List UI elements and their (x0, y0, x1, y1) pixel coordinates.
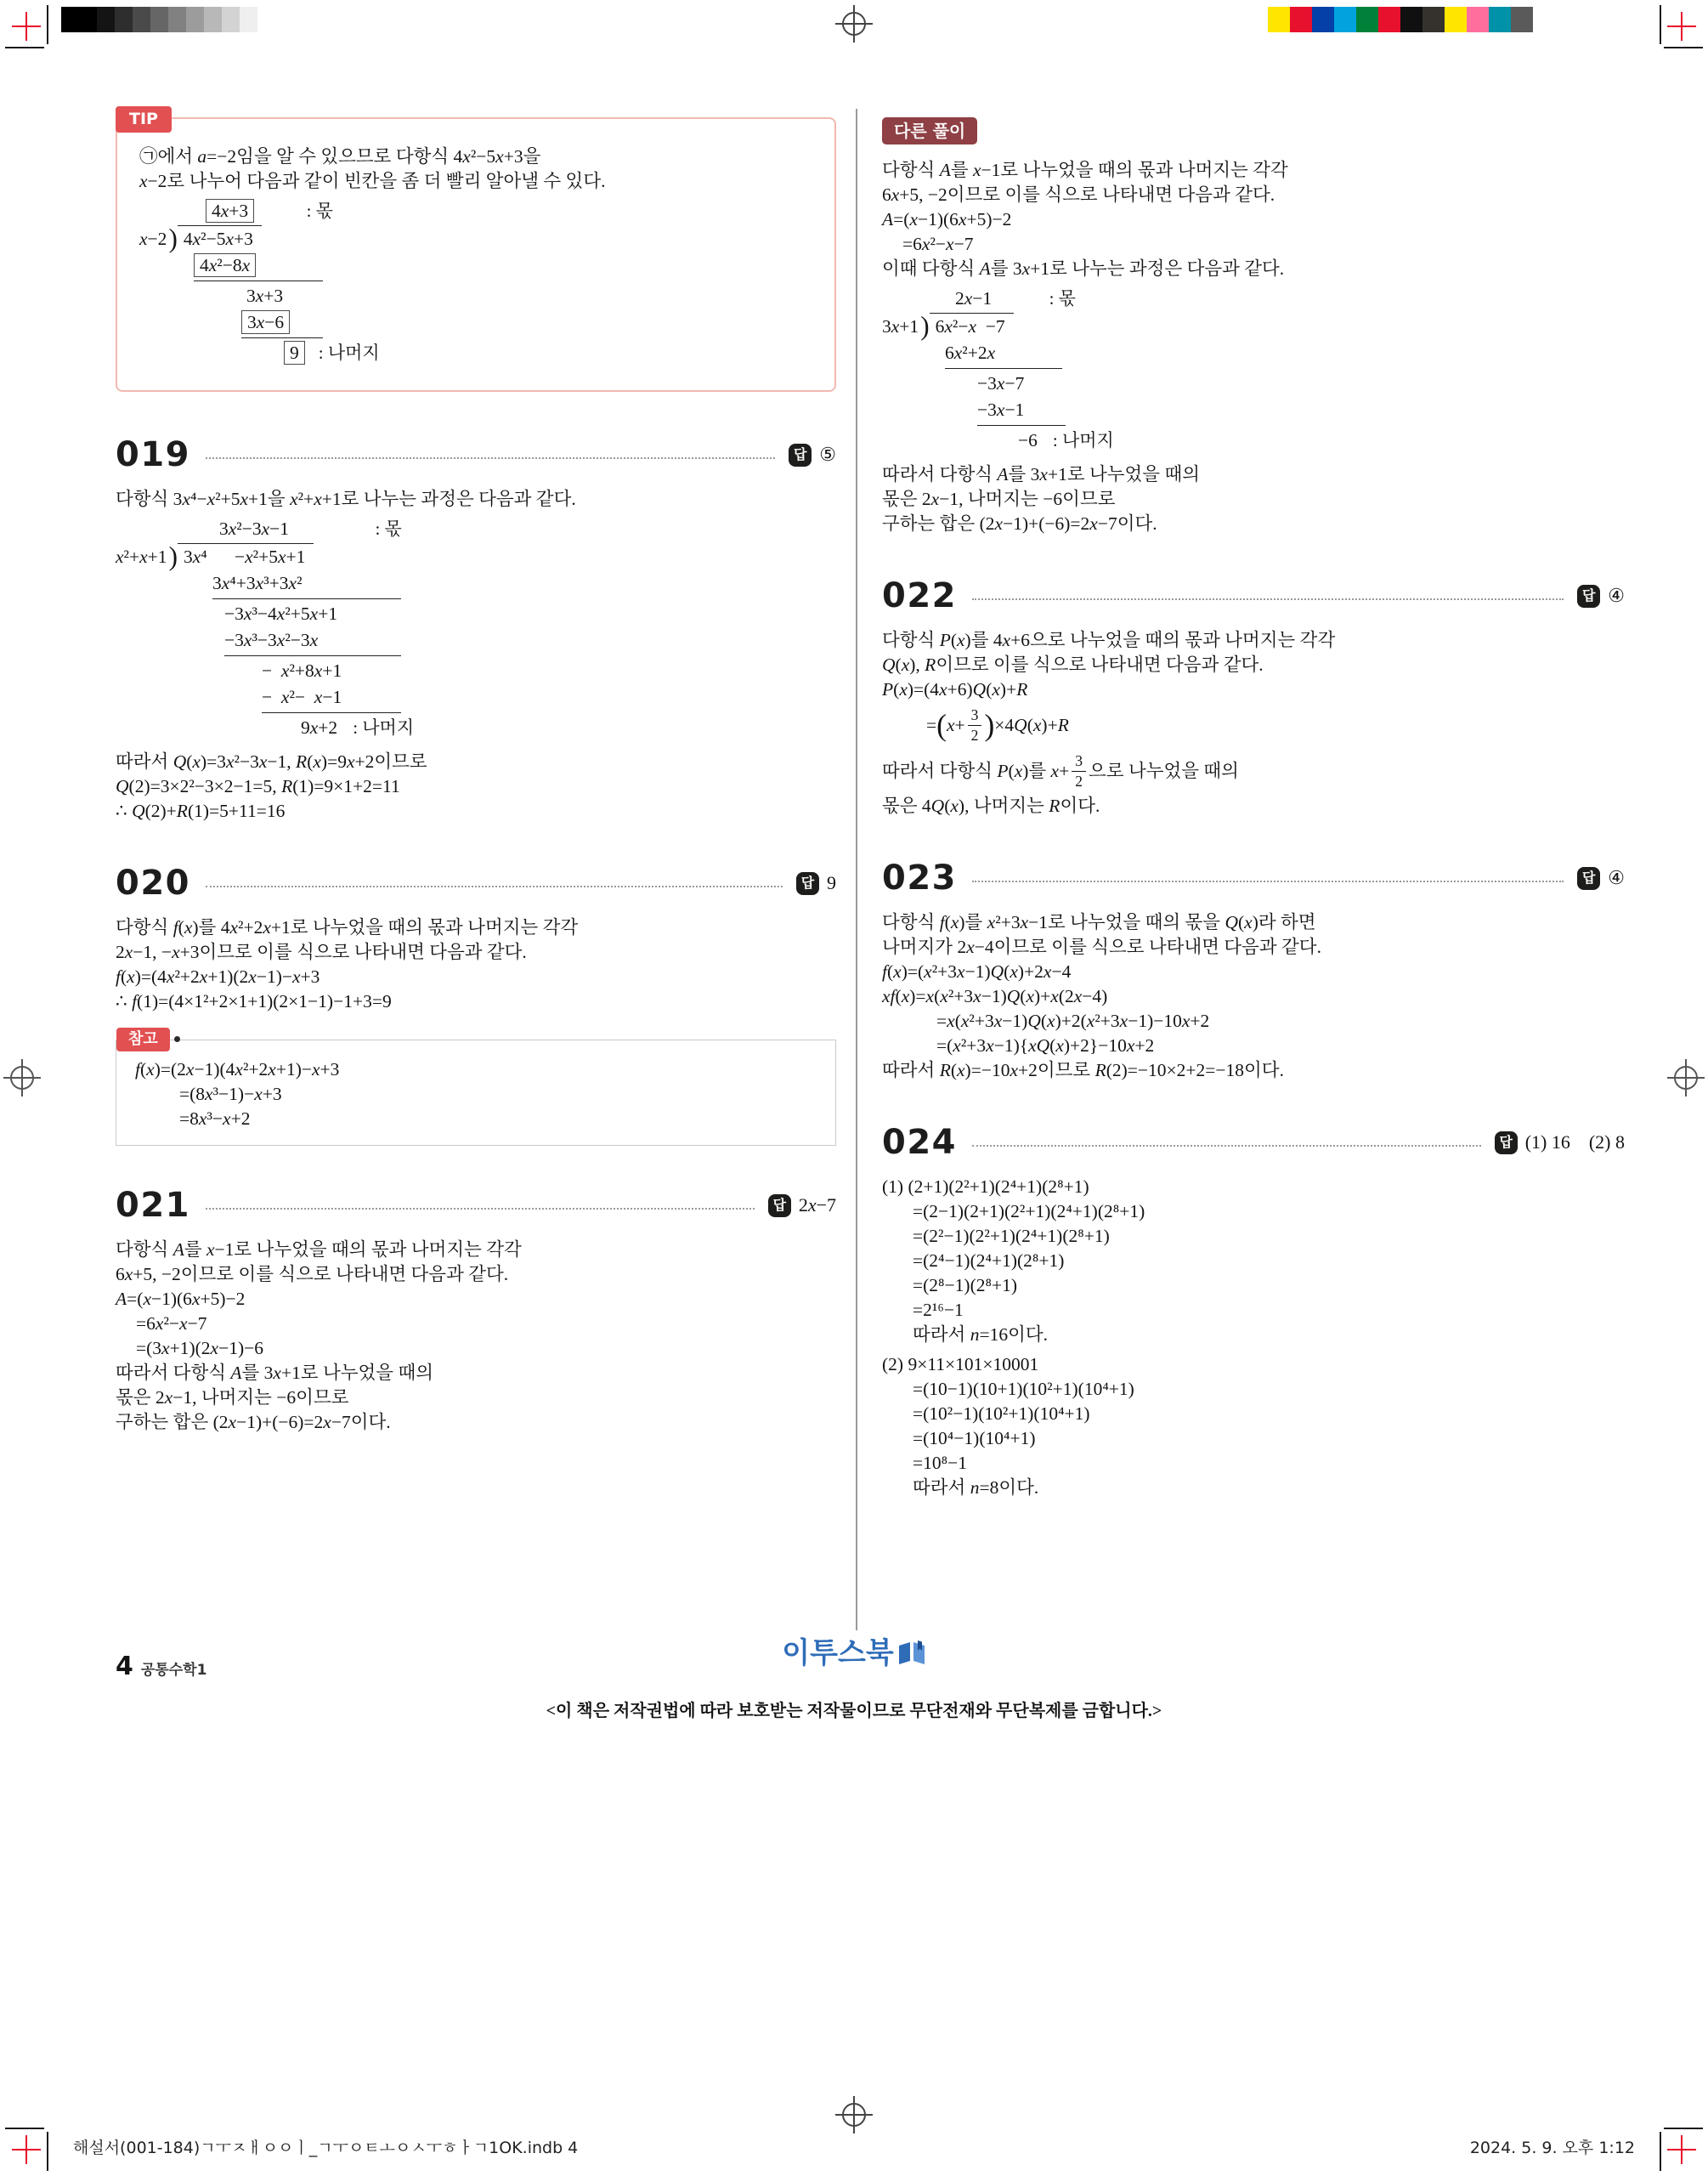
color-cell (1445, 7, 1467, 32)
division-row: − x²− x−1 (262, 687, 342, 707)
color-cell (1290, 7, 1312, 32)
problem-number: 023 (882, 858, 957, 898)
problem-header (116, 1186, 836, 1225)
division-quotient: 4x+3 (206, 199, 254, 223)
division-row: 3x−6 (241, 310, 290, 334)
equation-line: =(3x+1)(2x−1)−6 (136, 1338, 264, 1358)
answer-value: (1) 16 (2) 8 (1524, 1131, 1625, 1153)
remainder-label: : 나머지 (318, 343, 380, 363)
color-cell (186, 7, 204, 32)
dotted-leader (206, 447, 775, 459)
dotted-leader (972, 1135, 1481, 1147)
answer-badge: 답 (1577, 867, 1600, 890)
equation-line: f(x)=(2x−1)(4x²+2x+1)−x+3 (135, 1059, 340, 1080)
color-cell (1422, 7, 1445, 32)
print-info-line (73, 2135, 1635, 2158)
crop-mark-red (12, 2149, 41, 2150)
problem-022 (882, 576, 1625, 819)
open-paren: ( (936, 707, 947, 742)
quotient-label: : 몫 (306, 201, 333, 221)
color-cell (1334, 7, 1356, 32)
registration-mark-bottom (835, 2096, 873, 2134)
text-line: 따라서 n=16이다. (913, 1324, 1048, 1345)
equation-line: =(2⁸−1)(2⁸+1) (913, 1275, 1018, 1295)
color-cell (257, 7, 275, 32)
equation-line: =8x³−x+2 (179, 1108, 251, 1129)
crop-mark (1660, 5, 1661, 44)
equation-line: A=(x−1)(6x+5)−2 (882, 209, 1012, 230)
problem-number: 022 (882, 576, 957, 615)
tip-box (116, 110, 836, 392)
quotient-label: : 몫 (375, 518, 402, 539)
fraction-numerator: 3 (968, 706, 982, 725)
fraction (1072, 752, 1086, 790)
alt-solution-badge: 다른 풀이 (882, 117, 977, 144)
remainder-label: : 나머지 (353, 717, 415, 738)
text-line: 따라서 n=8이다. (913, 1477, 1039, 1498)
text-segment: 따라서 다항식 P(x)를 x+ (882, 760, 1070, 781)
dotted-leader (972, 870, 1564, 882)
division-row: 3x+3 (246, 286, 284, 306)
answer-badge: 답 (796, 872, 819, 895)
division-row: −3x³−4x²+5x+1 (224, 604, 338, 624)
division-dividend: 6x²−x −7 (930, 313, 1014, 338)
crop-mark-red (1667, 26, 1696, 27)
color-cell (1467, 7, 1489, 32)
equation-line: =(10²−1)(10²+1)(10⁴+1) (913, 1403, 1090, 1424)
text-line: 다항식 A를 x−1로 나누었을 때의 몫과 나머지는 각각 (116, 1239, 522, 1260)
problem-023 (882, 858, 1625, 1083)
text-line: 구하는 합은 (2x−1)+(−6)=2x−7이다. (882, 513, 1157, 534)
division-row: 9x+2 (301, 717, 338, 738)
publisher-logo (0, 1636, 1708, 1670)
division-bracket: ) (168, 541, 178, 571)
quotient-label: : 몫 (1049, 288, 1076, 309)
color-cell (1268, 7, 1290, 32)
book-icon (897, 1640, 926, 1666)
equation-line: ∴ Q(2)+R(1)=5+11=16 (116, 801, 286, 821)
text-line: 6x+5, −2이므로 이를 식으로 나타내면 다음과 같다. (116, 1264, 509, 1284)
equation-line: ∴ f(1)=(4×1²+2×1+1)(2×1−1)−1+3=9 (116, 991, 392, 1012)
color-bar (1268, 7, 1533, 32)
registration-mark-left (3, 1059, 41, 1096)
color-cell (168, 7, 186, 32)
book-title: 공통수학1 (140, 1662, 207, 1679)
crop-mark (1664, 2128, 1703, 2129)
crop-mark (1664, 47, 1703, 48)
problem-number: 019 (116, 435, 190, 474)
answer-badge: 답 (768, 1194, 791, 1217)
fraction-denominator: 2 (1075, 772, 1083, 790)
equation-line: =x(x²+3x−1)Q(x)+2(x²+3x−1)−10x+2 (936, 1011, 1210, 1031)
text-line: 이때 다항식 A를 3x+1로 나누는 과정은 다음과 같다. (882, 258, 1285, 279)
equation-line: f(x)=(4x²+2x+1)(2x−1)−x+3 (116, 966, 320, 987)
division-row: 4x²−8x (194, 253, 256, 277)
text-line: 다항식 3x⁴−x²+5x+1을 x²+x+1로 나누는 과정은 다음과 같다. (116, 489, 576, 509)
equation-line: f(x)=(x²+3x−1)Q(x)+2x−4 (882, 961, 1072, 982)
problem-024 (882, 1125, 1625, 1500)
text-line: 몫은 2x−1, 나머지는 −6이므로 (116, 1387, 349, 1408)
tip-badge: TIP (116, 106, 172, 133)
equation-segment: x+ (946, 714, 965, 735)
reference-badge: 참고 (116, 1028, 170, 1051)
problem-header (882, 576, 1625, 615)
long-division (882, 286, 1625, 452)
text-line: Q(x), R이므로 이를 식으로 나타내면 다음과 같다. (882, 654, 1264, 675)
problem-number: 020 (116, 864, 190, 903)
text-line: x−2로 나누어 다음과 같이 빈칸을 좀 더 빨리 알아낼 수 있다. (139, 171, 606, 191)
crop-mark (47, 5, 48, 44)
text-line: 다항식 A를 x−1로 나누었을 때의 몫과 나머지는 각각 (882, 160, 1288, 180)
grayscale-bar (61, 7, 275, 32)
equation-segment: = (926, 714, 937, 735)
color-cell (240, 7, 257, 32)
text-line: 다항식 f(x)를 x²+3x−1로 나누었을 때의 몫을 Q(x)라 하면 (882, 912, 1316, 932)
division-bracket: ) (168, 224, 178, 253)
text-line (882, 748, 1625, 794)
equation-line: =6x²−x−7 (136, 1313, 207, 1334)
division-quotient: 2x−1 (955, 288, 993, 309)
division-row: 6x²+2x (945, 343, 996, 363)
equation-line: =10⁸−1 (913, 1453, 967, 1473)
division-row: − x²+8x+1 (262, 660, 342, 681)
crop-mark (47, 2132, 48, 2171)
color-cell (1312, 7, 1334, 32)
color-cell (97, 7, 115, 32)
division-row: 9 (284, 341, 305, 365)
problem-020 (116, 866, 836, 1146)
problem-header (116, 435, 836, 474)
equation-line: A=(x−1)(6x+5)−2 (116, 1289, 246, 1309)
text-line: 다항식 f(x)를 4x²+2x+1로 나누었을 때의 몫과 나머지는 각각 (116, 917, 579, 938)
color-cell (61, 7, 79, 32)
page-number: 4 (116, 1652, 133, 1681)
equation-line: Q(2)=3×2²−3×2−1=5, R(1)=9×1+2=11 (116, 776, 400, 796)
equation-line: (2) 9×11×101×10001 (882, 1354, 1039, 1374)
text-line: 따라서 R(x)=−10x+2이므로 R(2)=−10×2+2=−18이다. (882, 1060, 1284, 1080)
color-cell (1489, 7, 1511, 32)
division-row: 3x⁴+3x³+3x² (212, 573, 303, 593)
registration-mark-right (1667, 1059, 1705, 1096)
print-date: 2024. 5. 9. 오후 1:12 (1469, 2139, 1635, 2157)
answer-value: ④ (1608, 867, 1625, 888)
answer-badge: 답 (1495, 1131, 1518, 1154)
reference-box (116, 1030, 836, 1146)
print-file-name: 해설서(001-184)ㄱㅜㅈㅐㅇㅇㅣ_ㄱㅜㅇㅌㅗㅇㅅㅜㅎㅏㄱ1OK.indb 4 (73, 2139, 579, 2157)
text-line: 나머지가 2x−4이므로 이를 식으로 나타내면 다음과 같다. (882, 937, 1321, 957)
equation-line: =(x²+3x−1){xQ(x)+2}−10x+2 (936, 1035, 1155, 1056)
answer-value: ④ (1608, 585, 1625, 606)
equation-line: =6x²−x−7 (902, 234, 974, 254)
color-cell (150, 7, 168, 32)
problem-header (882, 1123, 1625, 1162)
crop-mark (1660, 2132, 1661, 2171)
fraction-numerator: 3 (1072, 752, 1086, 771)
color-cell (115, 7, 133, 32)
color-cell (133, 7, 150, 32)
text-line: 다항식 P(x)를 4x+6으로 나누었을 때의 몫과 나머지는 각각 (882, 630, 1336, 650)
crop-mark-red (1667, 2149, 1696, 2150)
problem-number: 024 (882, 1123, 957, 1162)
copyright-notice: <이 책은 저작권법에 따라 보호받는 저작물이므로 무단전재와 무단복제를 금합니다.> (546, 1702, 1162, 1720)
equation-line: =(2−1)(2+1)(2²+1)(2⁴+1)(2⁸+1) (913, 1201, 1145, 1221)
division-row: −3x³−3x²−3x (224, 630, 319, 650)
division-row: −3x−7 (977, 373, 1025, 394)
equation-line: =(8x³−1)−x+3 (179, 1084, 282, 1104)
text-segment: 으로 나누었을 때의 (1089, 760, 1239, 781)
division-divisor: x−2 (139, 229, 167, 249)
registration-mark-top (835, 5, 873, 42)
equation-line: =(10⁴−1)(10⁴+1) (913, 1428, 1036, 1448)
answer-badge: 답 (1577, 585, 1600, 608)
remainder-label: : 나머지 (1052, 430, 1114, 450)
column-divider (856, 109, 857, 1630)
fraction-denominator: 2 (970, 726, 979, 744)
color-cell (1356, 7, 1378, 32)
division-dividend: 4x²−5x+3 (178, 225, 262, 251)
color-cell (1378, 7, 1400, 32)
answer-value: ⑤ (819, 444, 836, 465)
alternative-solution (882, 117, 1625, 536)
division-row: −3x−1 (977, 400, 1025, 420)
equation-line: =2¹⁶−1 (913, 1300, 964, 1320)
color-cell (204, 7, 222, 32)
problem-021 (116, 1188, 836, 1435)
equation-line: xf(x)=x(x²+3x−1)Q(x)+x(2x−4) (882, 986, 1108, 1006)
answer-badge: 답 (789, 444, 812, 467)
problem-header (116, 864, 836, 903)
text-line: 몫은 4Q(x), 나머지는 R이다. (882, 796, 1100, 816)
fraction (968, 706, 982, 744)
close-paren: ) (984, 707, 995, 742)
text-line: 2x−1, −x+3이므로 이를 식으로 나타내면 다음과 같다. (116, 942, 527, 962)
equation-line (882, 702, 1625, 748)
text-line: 몫은 2x−1, 나머지는 −6이므로 (882, 489, 1116, 509)
crop-mark (5, 47, 44, 48)
answer-value: 9 (827, 872, 836, 893)
crop-mark-red (12, 26, 41, 27)
long-division (139, 199, 812, 365)
dotted-leader (206, 876, 783, 887)
equation-segment: ×4Q(x)+R (994, 714, 1069, 735)
problem-header (882, 858, 1625, 898)
text-line: 따라서 Q(x)=3x²−3x−1, R(x)=9x+2이므로 (116, 751, 427, 772)
color-cell (1511, 7, 1533, 32)
text-line: 따라서 다항식 A를 3x+1로 나누었을 때의 (116, 1363, 433, 1383)
answer-value: 2x−7 (798, 1194, 836, 1216)
dotted-leader (972, 588, 1564, 600)
equation-line: =(2⁴−1)(2⁴+1)(2⁸+1) (913, 1250, 1065, 1271)
division-divisor: 3x+1 (882, 316, 919, 337)
division-bracket: ) (920, 311, 930, 341)
text-line: 구하는 합은 (2x−1)+(−6)=2x−7이다. (116, 1412, 391, 1432)
dotted-leader (206, 1198, 755, 1210)
left-column (116, 110, 836, 1477)
equation-line: =(2²−1)(2²+1)(2⁴+1)(2⁸+1) (913, 1226, 1110, 1246)
color-cell (79, 7, 97, 32)
text-line: 6x+5, −2이므로 이를 식으로 나타내면 다음과 같다. (882, 184, 1275, 205)
problem-number: 021 (116, 1186, 190, 1225)
long-division (116, 517, 836, 740)
division-row: −6 (1018, 430, 1038, 450)
division-dividend: 3x⁴ −x²+5x+1 (178, 543, 314, 569)
equation-line: (1) (2+1)(2²+1)(2⁴+1)(2⁸+1) (882, 1176, 1089, 1197)
right-column (882, 117, 1625, 1543)
color-cell (222, 7, 240, 32)
problem-019 (116, 435, 836, 824)
text-line: ㉠에서 a=−2임을 알 수 있으므로 다항식 4x²−5x+3을 (139, 146, 541, 167)
crop-mark (5, 2128, 44, 2129)
text-line: 따라서 다항식 A를 3x+1로 나누었을 때의 (882, 464, 1200, 484)
equation-line: =(10−1)(10+1)(10²+1)(10⁴+1) (913, 1379, 1134, 1399)
color-cell (1400, 7, 1422, 32)
division-divisor: x²+x+1 (116, 547, 167, 567)
division-quotient: 3x²−3x−1 (219, 518, 290, 539)
logo-text: 이투스북 (782, 1636, 894, 1670)
equation-line: P(x)=(4x+6)Q(x)+R (882, 679, 1028, 700)
